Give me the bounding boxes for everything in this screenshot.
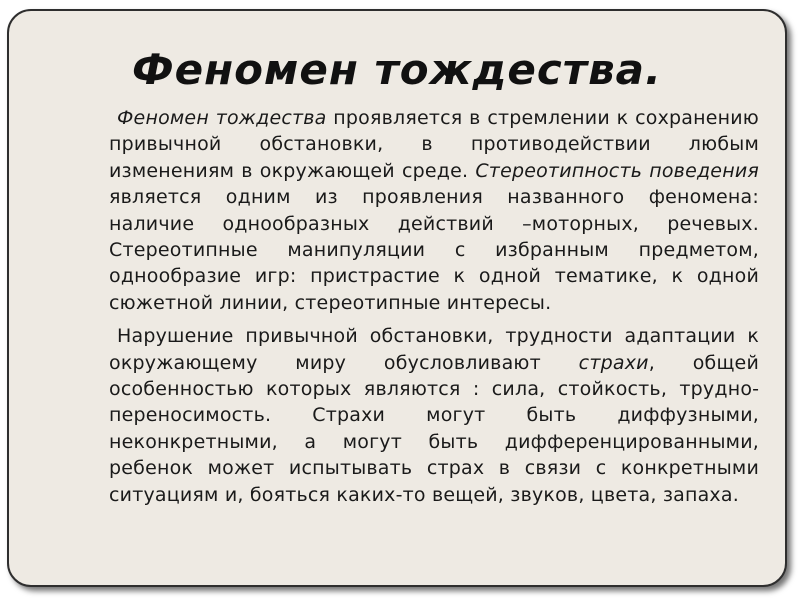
term-identity-phenomenon: Феномен тождества — [117, 107, 327, 129]
paragraph-1 — [109, 105, 759, 316]
term-stereotyped-behavior: Стереотипность поведения — [475, 159, 759, 182]
paragraph-1-text-a: проявляется в стремлении к сохранению привычной обстановки, в противодействии любым изменениям в окружающей среде. — [109, 107, 760, 182]
paragraph-2-text-a: Нарушение привычной обстановки, трудности адаптации к окружающему миру обусловливают — [109, 325, 759, 374]
slide-title: Феномен тождества. — [132, 45, 662, 94]
paragraph-2-text-b: , общей особенностью которых являются : сила, стойкость, труднопереносимость. Страхи могут быть диффузными, неконкретными, а могут быть дифференцированными, ребенок может испытывать страх в связи с конкретными ситуациям и, бояться каких-то вещей, звуков, цвета, запаха. — [109, 351, 759, 506]
slide-frame — [7, 9, 787, 587]
term-fears: страхи — [578, 351, 649, 374]
slide-body — [109, 105, 759, 508]
paragraph-1-text-b: является одним из проявления названного феномена: наличие однообразных действий –моторных, речевых. Стереотипные манипуляции с избранным предметом, однообразие игр: пристрастие к одной тематике, к одной сюжетной линии, стереотипные интересы. — [109, 186, 759, 314]
paragraph-2 — [109, 323, 759, 508]
